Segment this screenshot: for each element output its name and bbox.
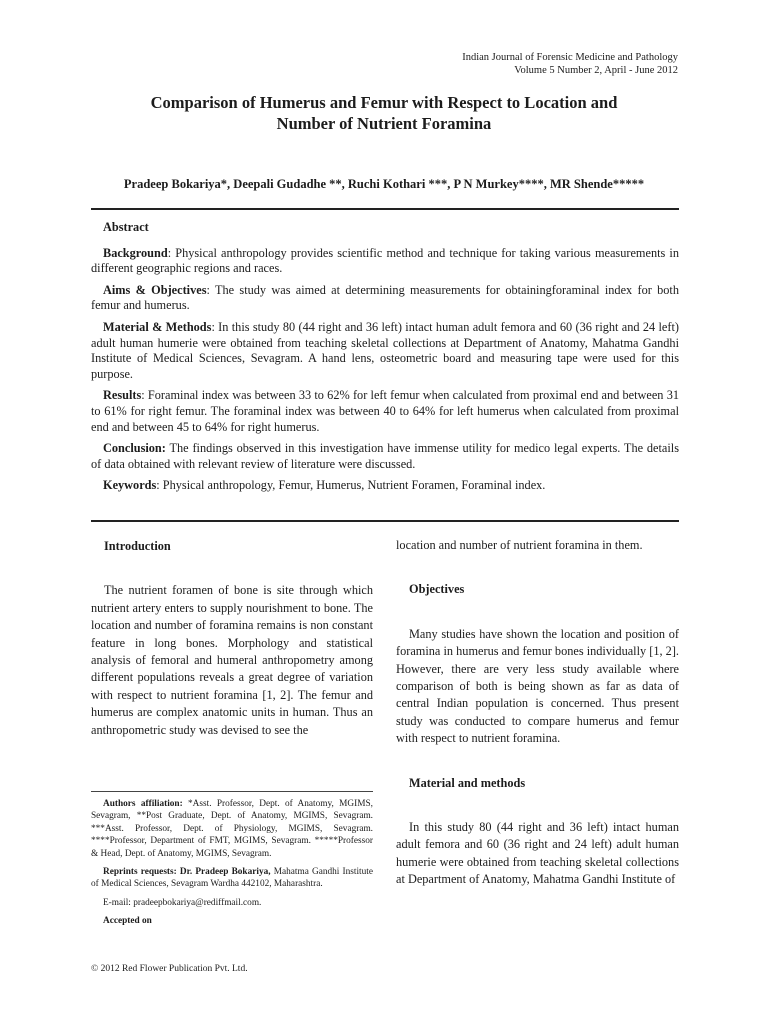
results-label: Results <box>103 388 142 403</box>
accepted-on <box>91 915 373 927</box>
paper-title <box>60 92 708 134</box>
title-line-1: Comparison of Humerus and Femur with Respect to Location and <box>150 93 618 112</box>
accepted-label: Accepted on <box>103 916 152 927</box>
abstract-bottom-rule <box>91 520 679 522</box>
left-column <box>91 538 373 739</box>
author-list: Pradeep Bokariya*, Deepali Gudadhe **, Ruchi Kothari ***, P N Murkey****, MR Shende***** <box>123 177 645 191</box>
title-line-2: Number of Nutrient Foramina <box>276 114 492 133</box>
introduction-text: The nutrient foramen of bone is site through which nutrient artery enters to supply nourishment to bone. The location and number of foramina remains is non constant feature in long bones. Morphology and statistical analysis of femoral and humeral anthropometry among different populations reveals a great degree of variation with respect to nutrient foramina [1, 2]. The femur and humerus are complex anatomic units in human. Thus an anthropometric study was devised to see the <box>91 583 373 737</box>
footnote-rule <box>91 791 373 792</box>
methods-text: In this study 80 (44 right and 36 left) intact human adult femora and 60 (36 right and 24 left) adult human humerie were obtained from teaching skeletal collections at Department of Anatomy, Mahatma Gandhi Institute of <box>396 820 679 887</box>
keywords-text: : Physical anthropology, Femur, Humerus, Nutrient Foramen, Foraminal index. <box>156 478 546 493</box>
journal-name: Indian Journal of Forensic Medicine and Pathology <box>462 52 678 63</box>
intro-continuation: location and number of nutrient foramina in them. <box>396 538 643 552</box>
reprints-label: Reprints requests: Dr. Pradeep Bokariya, <box>103 867 271 878</box>
abstract <box>91 220 679 500</box>
abstract-conclusion <box>91 441 679 472</box>
background-label: Background <box>103 245 168 260</box>
right-column <box>396 537 679 889</box>
objectives-heading: Objectives <box>409 582 465 597</box>
authors-affiliation <box>91 798 373 860</box>
conclusion-text: The findings observed in this investigation have immense utility for medico legal experts. The details of data obtained with relevant review of literature were discussed. <box>91 441 679 471</box>
abstract-aims <box>91 283 679 314</box>
copyright-notice: © 2012 Red Flower Publication Pvt. Ltd. <box>91 964 248 974</box>
affiliation-text: *Asst. Professor, Dept. of Anatomy, MGIMS, Sevagram, **Post Graduate, Dept. of Anatomy, MGIMS, Sevagram. ***Asst. Professor, Dept. of Physiology, MGIMS, Sevagram. ****Professor, Department of FMT, MGIMS, Sevagram. *****Professor & Head, Dept. of Anatomy, MGIMS, Sevagram. <box>91 799 373 859</box>
background-text: : Physical anthropology provides scientific method and technique for taking various measurements in different geographic regions and races. <box>91 245 679 276</box>
abstract-methods <box>91 320 679 382</box>
conclusion-label: Conclusion: <box>103 441 166 456</box>
abstract-keywords <box>91 478 679 494</box>
journal-header <box>462 51 678 77</box>
abstract-results <box>91 388 679 435</box>
abstract-heading: Abstract <box>103 220 149 234</box>
reprints-request <box>91 866 373 891</box>
abstract-background <box>91 246 679 277</box>
aims-label: Aims & Objectives <box>103 282 207 297</box>
abstract-top-rule <box>91 208 679 210</box>
affiliation-label: Authors affiliation: <box>103 799 183 809</box>
journal-volume: Volume 5 Number 2, April - June 2012 <box>514 65 678 76</box>
objectives-text: Many studies have shown the location and position of foramina in humerus and femur bones individually [1, 2]. However, there are very less study available where comparison of both is being shown as far as data of central Indian population is concerned. Thus present study was conducted to compare humerus and femur with respect to nutrient foramina. <box>396 626 679 746</box>
affiliation-footnote <box>91 798 373 934</box>
introduction-heading: Introduction <box>104 539 171 553</box>
methods-label: Material & Methods <box>103 319 212 334</box>
reprints-text: Mahatma Gandhi Institute of Medical Sciences, Sevagram Wardha 442102, Maharashtra. <box>91 867 373 890</box>
aims-text: : The study was aimed at determining measurements for obtainingforaminal index for both femur and humerus. <box>91 282 679 313</box>
methods-heading: Material and methods <box>409 775 526 790</box>
keywords-label: Keywords <box>103 478 157 493</box>
methods-text: : In this study 80 (44 right and 36 left) intact human adult femora and 60 (36 right and 24 left) adult human humerie were obtained from teaching skeletal collections at Department of Anatomy, Mahatma Gandhi Institute of Medical Sciences, Sevagram. A hand lens, osteometric board and measuring tape were used for this purpose. <box>91 319 679 381</box>
contact-email: E-mail: pradeepbokariya@rediffmail.com. <box>103 897 262 908</box>
results-text: : Foraminal index was between 33 to 62% for left femur when calculated from proximal end and between 31 to 61% for right femur. The foraminal index was between 40 to 64% for left humerus when calculated from proximal end and between 45 to 64% for right humerus. <box>91 388 679 434</box>
